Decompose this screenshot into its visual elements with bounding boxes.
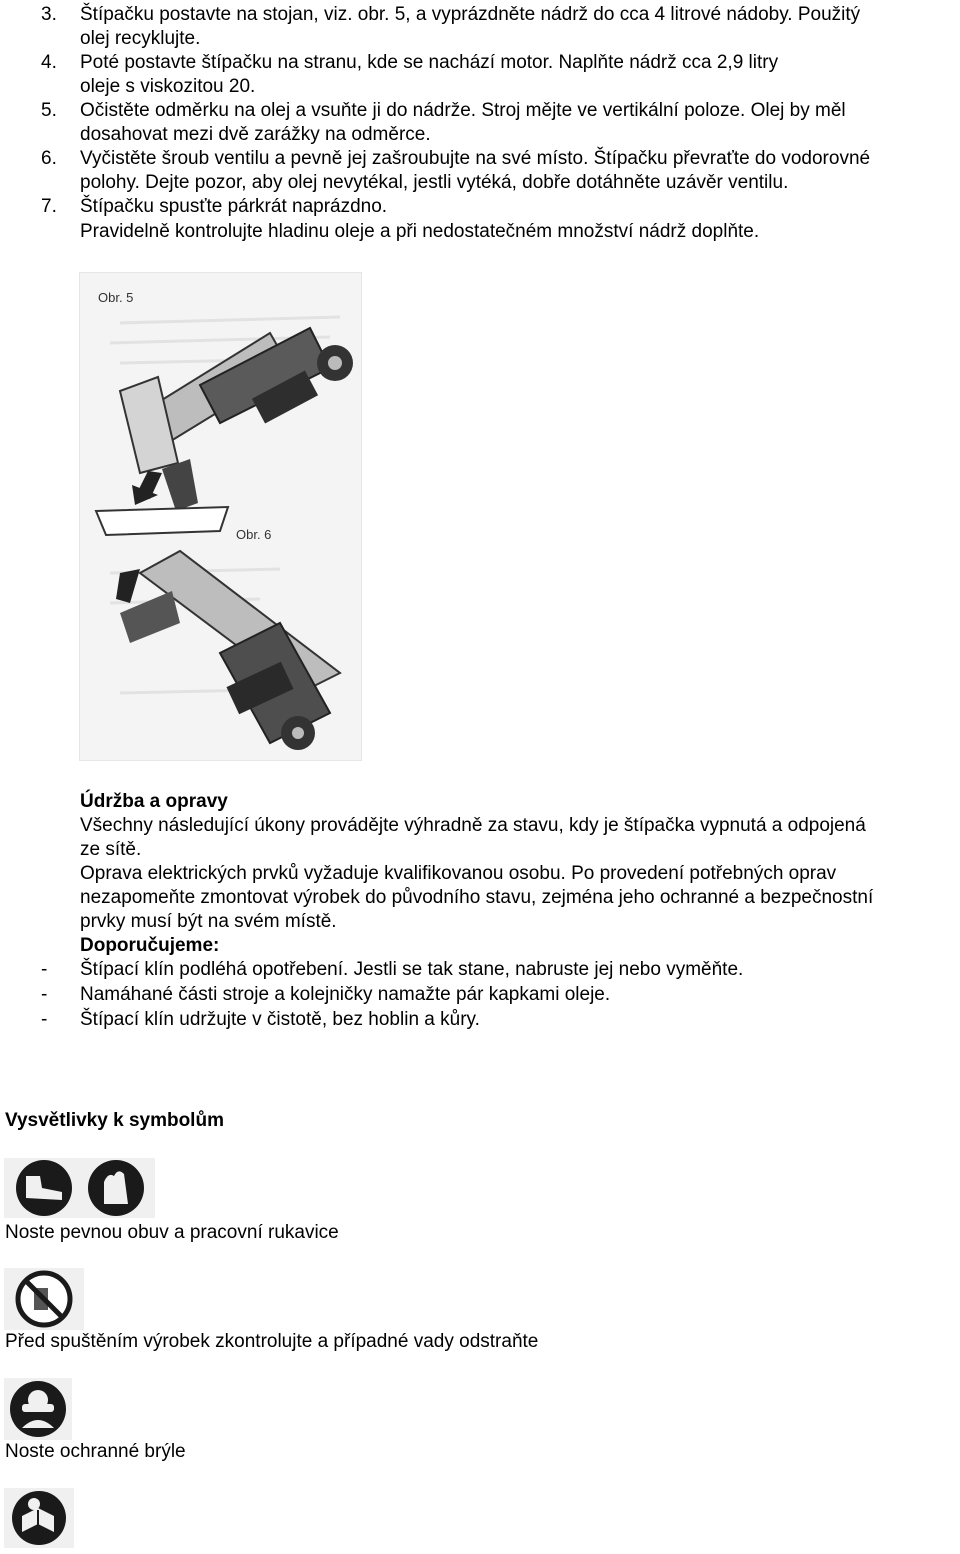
step-text: polohy. Dejte pozor, aby olej nevytékal, jestli vytéká, dobře dotáhněte uzávěr ventilu.	[80, 172, 789, 193]
step-number: 6.	[41, 148, 57, 169]
log-splitter-illustration	[80, 273, 361, 760]
symbol-caption: Před spuštěním výrobek zkontrolujte a případné vady odstraňte	[5, 1331, 539, 1352]
step-text: Štípačku postavte na stojan, viz. obr. 5, a vyprázdněte nádrž do cca 4 litrové nádoby. Použitý	[80, 4, 861, 25]
figure-label-5: Obr. 5	[98, 290, 134, 305]
step-number: 4.	[41, 52, 57, 73]
step-text: oleje s viskozitou 20.	[80, 76, 256, 97]
step-number: 7.	[41, 196, 57, 217]
step-text: Vyčistěte šroub ventilu a pevně jej zašroubujte na své místo. Štípačku převraťte do vodorovné	[80, 148, 871, 169]
safety-goggles-icon	[4, 1378, 72, 1440]
symbol-caption: Noste pevnou obuv a pracovní rukavice	[5, 1222, 339, 1243]
prohibition-icon	[4, 1268, 84, 1330]
symbols-heading: Vysvětlivky k symbolům	[5, 1110, 224, 1131]
step-text: Poté postavte štípačku na stranu, kde se nachází motor. Naplňte nádrž cca 2,9 litry	[80, 52, 779, 73]
log-splitter-figure	[79, 272, 362, 761]
symbol-caption: Noste ochranné brýle	[5, 1441, 186, 1462]
step-number: 3.	[41, 4, 57, 25]
boots-gloves-icon	[4, 1158, 155, 1218]
manual-page: 3. Štípačku postavte na stojan, viz. obr. 5, a vyprázdněte nádrž do cca 4 litrové nádoby. Použitý olej recyklujte. 4. Poté postavte štípačku na stranu, kde se nachází motor. Naplňte nádrž cca 2,9 litry oleje s viskozitou 20. 5. Očistěte odměrku na olej a vsuňte ji do nádrže. Stroj mějte ve vertikální poloze. Olej by měl dosahovat mezi dvě zarážky na odměrce. 6. Vyčistěte šroub ventilu a pevně jej zašroubujte na své místo. Štípačku převraťte do vodorovné polohy. Dejte pozor, aby olej nevytékal, jestli vytéká, dobře dotáhněte uzávěr ventilu. 7. Štípačku spusťte párkrát naprázdno. Pravidelně kontrolujte hladinu oleje a při nedostatečném množství nádrž doplňte. Obr. 5 Obr. 6 Údržba a opravy Všechny následující úkony provádějte výhradně za stavu, kdy je štípačka vypnutá a odpojená ze sítě. Oprava elektrických prvků vyžaduje kvalifikovanou osobu. Po provedení potřebných oprav nezapomeňte zmontovat výrobek do původního stavu, zejména jeho ochranné a bezpečnostní prvky musí být na svém místě. Doporučujeme: - Štípací klín podléhá opotřebení. Jestli se tak stane, nabruste jej nebo vyměňte. - Namáhané části stroje a kolejničky namažte pár kapkami oleje. - Štípací klín udržujte v čistotě, bez hoblin a kůry. Vysvětlivky k symbolům Noste pevnou obuv a pracovní rukavice Před spuštěním výrobek zkontrolujte a případné vady odstraňte Noste ochranné brýle	[0, 0, 960, 1551]
step-text: Očistěte odměrku na olej a vsuňte ji do nádrže. Stroj mějte ve vertikální poloze. Olej by měl	[80, 100, 846, 121]
bullet-dash: -	[41, 959, 48, 980]
step-text: dosahovat mezi dvě zarážky na odměrce.	[80, 124, 431, 145]
splitter-horizontal	[120, 551, 340, 750]
step-text: Štípačku spusťte párkrát naprázdno.	[80, 196, 388, 217]
note-text: Pravidelně kontrolujte hladinu oleje a při nedostatečném množství nádrž doplňte.	[80, 221, 760, 242]
figure-label-6: Obr. 6	[236, 527, 272, 542]
bullet-dash: -	[41, 1009, 48, 1030]
read-manual-icon	[4, 1488, 74, 1548]
step-text: olej recyklujte.	[80, 28, 201, 49]
step-number: 5.	[41, 100, 57, 121]
bullet-dash: -	[41, 984, 48, 1005]
